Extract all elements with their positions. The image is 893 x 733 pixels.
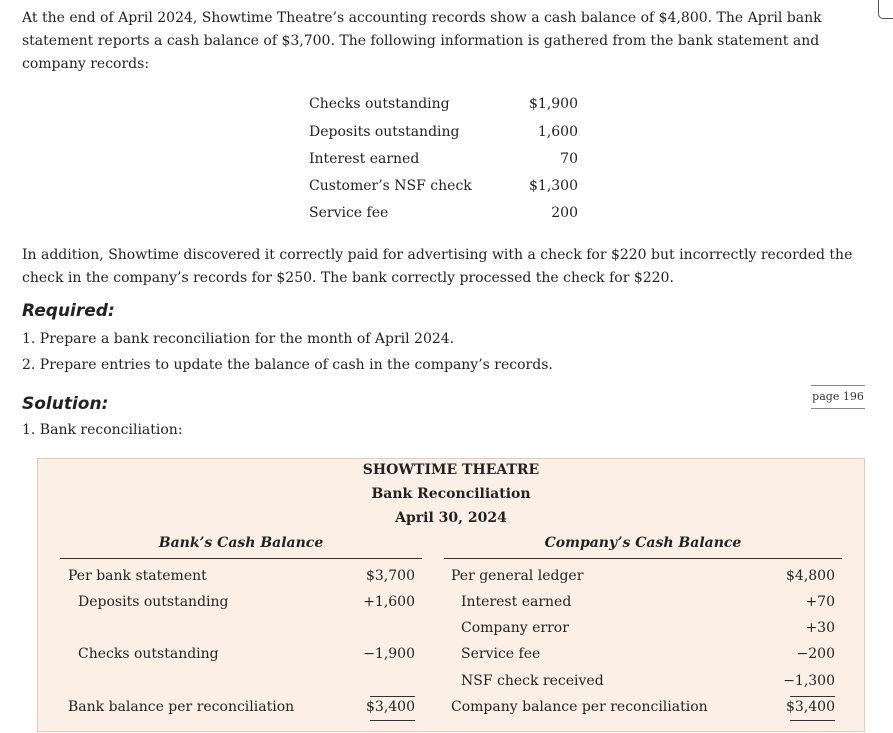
- recon-title: SHOWTIME THEATRE: [362, 462, 540, 478]
- info-label: Service fee: [309, 205, 389, 221]
- info-amount: 70: [560, 151, 578, 167]
- company-total-rule: [790, 696, 835, 697]
- company-row-label: Service fee: [461, 646, 541, 662]
- info-label: Deposits outstanding: [309, 124, 460, 140]
- bank-row-amount: +1,600: [363, 594, 415, 610]
- info-label: Interest earned: [309, 151, 420, 167]
- info-label: Customer’s NSF check: [309, 178, 472, 194]
- bank-row-label: Deposits outstanding: [78, 594, 229, 610]
- recon-date: April 30, 2024: [395, 510, 507, 526]
- solution-subheading: 1. Bank reconciliation:: [22, 422, 183, 438]
- info-amount: $1,300: [529, 178, 578, 194]
- company-header-rule: [444, 558, 842, 559]
- company-total-label: Company balance per reconciliation: [451, 699, 708, 715]
- company-row-amount: −200: [796, 646, 835, 662]
- intro-paragraph: At the end of April 2024, Showtime Theatre’s accounting records show a cash balance of $4,800. The April bank statement reports a cash balance of $3,700. The following information is gathered from the bank statement and company records:: [22, 10, 822, 72]
- required-item: 1. Prepare a bank reconciliation for the month of April 2024.: [22, 331, 455, 347]
- company-row-label: NSF check received: [461, 673, 604, 689]
- info-amount: 1,600: [537, 124, 578, 140]
- company-column-header: Company’s Cash Balance: [544, 535, 742, 551]
- bank-column-header: Bank’s Cash Balance: [158, 535, 324, 551]
- bank-total-underline: [370, 720, 415, 721]
- addition-paragraph: In addition, Showtime discovered it correctly paid for advertising with a check for $220 but incorrectly recorded the check in the company’s records for $250. The bank correctly processed the check for $220.: [22, 247, 853, 286]
- bank-total-label: Bank balance per reconciliation: [68, 699, 295, 715]
- recon-subtitle: Bank Reconciliation: [371, 486, 531, 502]
- info-amount: $1,900: [529, 96, 578, 112]
- bank-total-rule: [370, 696, 415, 697]
- page-number-label: page 196: [811, 385, 865, 409]
- company-total-amount: $3,400: [786, 699, 835, 715]
- bank-row-amount: −1,900: [363, 646, 415, 662]
- company-row-amount: +30: [805, 620, 835, 636]
- company-row-label: Company error: [461, 620, 569, 636]
- info-amount: 200: [551, 205, 578, 221]
- company-row-amount: $4,800: [786, 568, 835, 584]
- required-heading: Required:: [22, 301, 115, 321]
- company-total-underline: [790, 720, 835, 721]
- solution-heading: Solution:: [22, 394, 109, 414]
- bank-row-amount: $3,700: [366, 568, 415, 584]
- page-edge-marker: [878, 0, 893, 19]
- info-label: Checks outstanding: [309, 96, 450, 112]
- bank-total-amount: $3,400: [366, 699, 415, 715]
- bank-row-label: Per bank statement: [68, 568, 207, 584]
- company-row-label: Interest earned: [461, 594, 572, 610]
- required-item: 2. Prepare entries to update the balance of cash in the company’s records.: [22, 357, 553, 373]
- company-row-amount: +70: [805, 594, 835, 610]
- bank-header-rule: [60, 558, 422, 559]
- company-row-label: Per general ledger: [451, 568, 584, 584]
- company-row-amount: −1,300: [783, 673, 835, 689]
- bank-row-label: Checks outstanding: [78, 646, 219, 662]
